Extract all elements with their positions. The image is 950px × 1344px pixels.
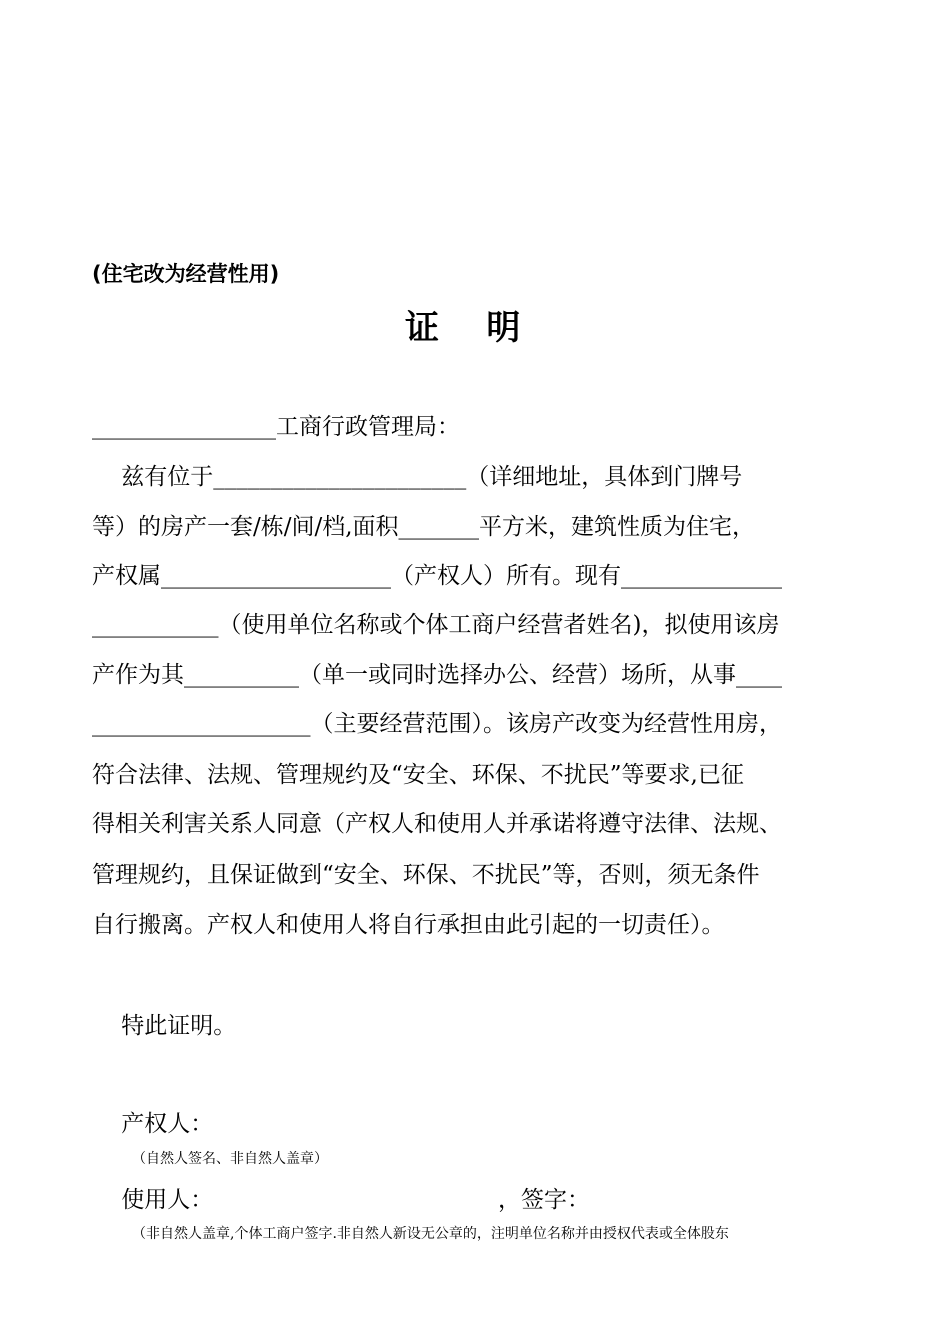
owner-signature-note: （自然人签名、非自然人盖章） — [132, 1151, 328, 1167]
body-line-7: 符合法律、法规、管理规约及“安全、环保、不扰民”等要求,已征 — [92, 762, 744, 788]
body-line-1: 兹有位于______________________（详细地址，具体到门牌号 — [92, 464, 743, 490]
body-line-2: 等）的房产一套/栋/间/档,面积_______平方米，建筑性质为住宅， — [92, 514, 756, 540]
addressee-line: ________________工商行政管理局： — [92, 414, 460, 440]
body-line-8: 得相关利害关系人同意（产权人和使用人并承诺将遵守法律、法规、 — [92, 811, 782, 837]
document-title: 证 明 — [405, 308, 521, 348]
signature-label: ，签字： — [498, 1187, 590, 1213]
closing-statement: 特此证明。 — [92, 1013, 237, 1039]
body-line-10: 自行搬离。产权人和使用人将自行承担由此引起的一切责任）。 — [92, 912, 725, 938]
owner-label: 产权人： — [92, 1111, 214, 1137]
user-label: 使用人： — [92, 1187, 214, 1213]
body-line-9: 管理规约，且保证做到“安全、环保、不扰民”等，否则，须无条件 — [92, 862, 760, 888]
body-line-4: ___________（使用单位名称或个体工商户经营者姓名)，拟使用该房 — [92, 612, 780, 638]
body-line-5: 产作为其__________（单一或同时选择办公、经营）场所，从事____ — [92, 662, 782, 688]
user-signature-note: （非自然人盖章,个体工商户签字.非自然人新设无公章的，注明单位名称并由授权代表或全体股东 — [132, 1226, 729, 1242]
document-subtitle: (住宅改为经营性用) — [92, 262, 280, 286]
body-line-6: ___________________（主要经营范围）。该房产改变为经营性用房， — [92, 711, 782, 737]
body-line-3: 产权属____________________（产权人）所有。现有______________ — [92, 563, 782, 589]
